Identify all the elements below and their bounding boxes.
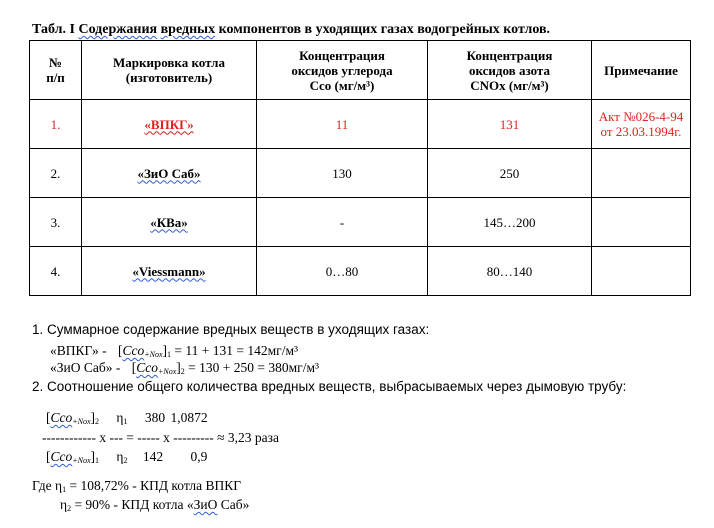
cell-note [592, 149, 691, 198]
cell-num: 2. [30, 149, 82, 198]
table-title [32, 22, 550, 38]
table-row [30, 100, 691, 149]
table-header-row [30, 41, 691, 100]
title-word-2: вредных [160, 22, 216, 37]
table-row [30, 198, 691, 247]
where-line-2: $\eta_2 = 90\%$ - КПД котла «ЗиО Саб» [60, 497, 250, 513]
note-zio-line: «ЗиО Саб» - $[Cco_{+Nox}]_2 = 130 + 250 = 380мг/м^3$ [50, 360, 320, 376]
cell-no: 145…200 [428, 198, 592, 247]
title-prefix: Табл. I [32, 22, 75, 37]
header-num: № п/п [30, 41, 82, 100]
header-no: Концентрация оксидов азота CNOx (мг/м³) [428, 41, 592, 100]
cell-brand: «КВа» [82, 198, 257, 247]
header-co: Концентрация оксидов углерода Cco (мг/м³) [257, 41, 428, 100]
cell-co: 0…80 [257, 247, 428, 296]
cell-co: 130 [257, 149, 428, 198]
cell-num: 1. [30, 100, 82, 149]
cell-no: 131 [428, 100, 592, 149]
cell-brand: «ЗиО Саб» [82, 149, 257, 198]
note-item-2: 2. Соотношение общего количества вредных веществ, выбрасываемых через дымовую трубу: [32, 379, 627, 394]
header-brand: Маркировка котла (изготовитель) [82, 41, 257, 100]
fraction-line: ------------ x --- = ----- x --------- ≈ 3,23 раза [42, 430, 279, 445]
cell-co: 11 [257, 100, 428, 149]
title-word-1: Содержания [78, 22, 158, 37]
cell-note: Акт №026-4-94 от 23.03.1994г. [592, 100, 691, 149]
cell-no: 80…140 [428, 247, 592, 296]
cell-brand: «ВПКГ» [82, 100, 257, 149]
fraction-bottom: $[Cco_{+Nox}]_1$ $\eta_2$ 142 0,9 [46, 449, 208, 465]
header-note: Примечание [592, 41, 691, 100]
cell-num: 3. [30, 198, 82, 247]
table-row [30, 247, 691, 296]
emissions-table [29, 40, 691, 296]
cell-no: 250 [428, 149, 592, 198]
note-item-1: 1. Суммарное содержание вредных веществ в уходящих газах: [32, 322, 430, 337]
cell-num: 4. [30, 247, 82, 296]
title-rest: компонентов в уходящих газах водогрейных котлов. [215, 22, 551, 37]
cell-brand: «Viessmann» [82, 247, 257, 296]
table-row [30, 149, 691, 198]
note-vpkg-line: «ВПКГ» - $[Cco_{+Nox}]_1 = 11 + 131 = 142мг/м^3$ [50, 343, 299, 359]
fraction-top: $[Cco_{+Nox}]_2$ $\eta_1$ 380 1,0872 [46, 410, 208, 426]
where-line-1: Где $\eta_1 = 108,72\%$ - КПД котла ВПКГ [32, 478, 242, 494]
cell-note [592, 198, 691, 247]
cell-note [592, 247, 691, 296]
cell-co: - [257, 198, 428, 247]
